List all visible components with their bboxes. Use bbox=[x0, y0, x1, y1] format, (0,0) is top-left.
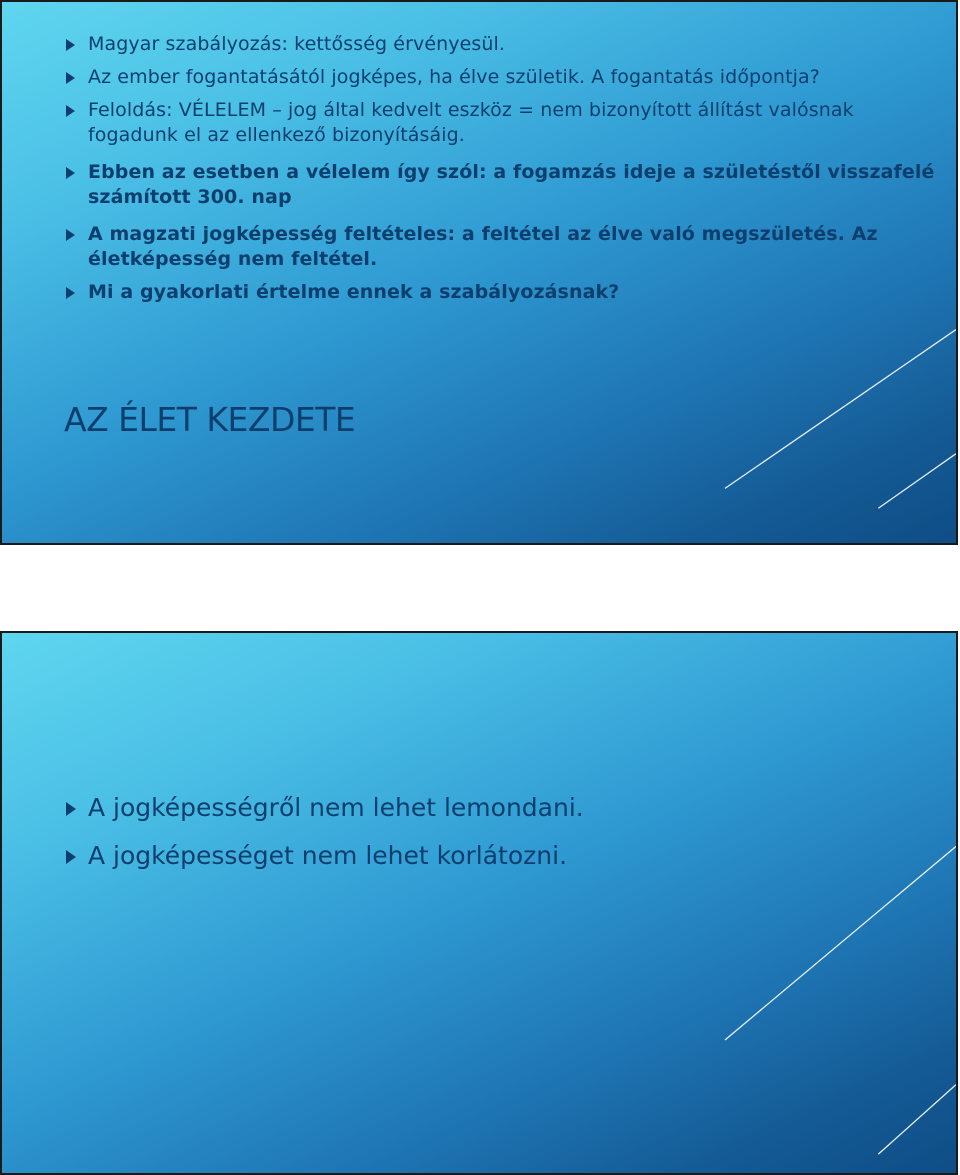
triangle-right-icon bbox=[66, 105, 75, 117]
list-item bbox=[64, 65, 936, 90]
bullet-text: A jogképességről nem lehet lemondani. bbox=[88, 793, 584, 822]
bullet-text: Mi a gyakorlati értelme ennek a szabályozásnak? bbox=[88, 281, 620, 303]
slide-2 bbox=[0, 631, 958, 1175]
triangle-right-icon bbox=[66, 39, 75, 51]
bullet-list bbox=[64, 32, 936, 317]
bullet-text: A jogképességet nem lehet korlátozni. bbox=[88, 841, 568, 870]
slide-decoration-lines bbox=[2, 633, 956, 1173]
slide-title: AZ ÉLET KEZDETE bbox=[64, 400, 356, 439]
triangle-right-icon bbox=[66, 72, 75, 84]
list-item bbox=[64, 841, 936, 871]
list-item bbox=[64, 222, 936, 272]
bullet-text: A magzati jogképesség feltételes: a feltétel az élve való megszületés. Az életképesség nem feltétel. bbox=[88, 223, 878, 270]
triangle-right-icon bbox=[66, 850, 76, 864]
bullet-text: Feloldás: VÉLELEM – jog által kedvelt eszköz = nem bizonyított állítást valósnak fogadunk el az ellenkező bizonyításáig. bbox=[88, 99, 854, 146]
bullet-list bbox=[64, 793, 936, 889]
list-item bbox=[64, 280, 936, 305]
bullet-text: Magyar szabályozás: kettősség érvényesül. bbox=[88, 33, 506, 55]
triangle-right-icon bbox=[66, 229, 75, 241]
list-item bbox=[64, 32, 936, 57]
list-item bbox=[64, 160, 936, 210]
triangle-right-icon bbox=[66, 167, 75, 179]
slide-1 bbox=[0, 0, 958, 545]
list-item bbox=[64, 793, 936, 823]
list-item bbox=[64, 98, 936, 148]
triangle-right-icon bbox=[66, 802, 76, 816]
bullet-text: Ebben az esetben a vélelem így szól: a fogamzás ideje a születéstől visszafelé számított 300. nap bbox=[88, 161, 935, 208]
triangle-right-icon bbox=[66, 287, 75, 299]
bullet-text: Az ember fogantatásától jogképes, ha élve születik. A fogantatás időpontja? bbox=[88, 66, 820, 88]
